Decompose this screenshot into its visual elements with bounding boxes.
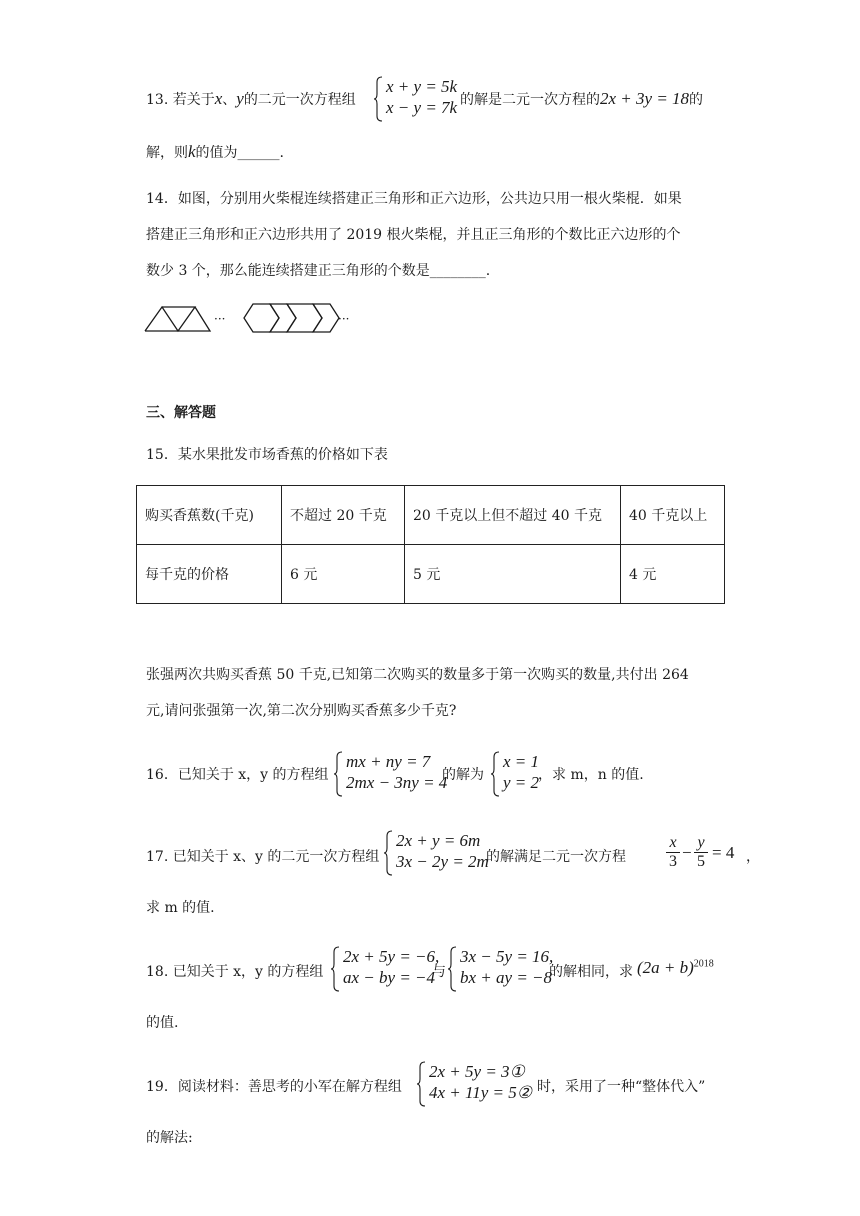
q17-comma: ， — [746, 849, 760, 865]
price-table — [136, 485, 725, 604]
q14-line1: 14．如图，分别用火柴棍连续搭建正三角形和正六边形，公共边只用一根火柴棍．如果 — [146, 191, 682, 207]
q14-dots-1: ··· — [214, 312, 226, 326]
brace-icon — [448, 946, 457, 992]
hexagon-icon — [244, 304, 339, 332]
q18-expr — [637, 958, 714, 978]
q18-system-a — [331, 946, 440, 992]
q13-var-y: y — [236, 89, 244, 108]
q17-fraction-x — [666, 834, 680, 871]
q16-post: ，求 m，n 的值. — [538, 767, 644, 783]
q17-minus: − — [682, 843, 692, 862]
q17-frac-y-den: 5 — [694, 852, 708, 871]
q17-frac-y-num: y — [697, 834, 705, 851]
q13-text-end: 的 — [689, 92, 704, 108]
q13-line1-tail — [460, 89, 703, 109]
table-row — [137, 545, 725, 604]
q13-line2-pre: 解，则 — [146, 145, 188, 161]
q18-eq1: 2x + 5y = −6, — [343, 947, 440, 966]
q18-line2: 的值. — [146, 1015, 179, 1031]
q17-pre: 17. 已知关于 x、y 的二元一次方程组 — [146, 849, 380, 865]
table-cell: 购买香蕉数(千克) — [137, 486, 282, 545]
q18-mid: 与 — [432, 964, 446, 980]
q15-intro: 15．某水果批发市场香蕉的价格如下表 — [146, 447, 388, 463]
q16-pre: 16．已知关于 x，y 的方程组 — [146, 767, 329, 783]
q17-fraction-y — [694, 834, 708, 871]
q19-equation-system — [417, 1061, 537, 1107]
brace-icon — [331, 946, 340, 992]
q13-line2-post: 的值为______. — [195, 145, 284, 161]
q17-frac-x-den: 3 — [666, 852, 680, 871]
q17-line2: 求 m 的值. — [146, 900, 215, 916]
table-cell: 6 元 — [282, 545, 405, 604]
q16-sol1: x = 1 — [503, 752, 540, 771]
q17-eq2: 3x − 2y = 2m — [396, 852, 489, 871]
q17-equation-system — [384, 830, 488, 876]
q16-solution-system — [491, 751, 541, 797]
q18-post: 的解相同，求 — [549, 964, 633, 980]
q13-line1 — [146, 89, 356, 109]
q13-var-x: x — [214, 89, 223, 108]
q16-sol2: y = 2 — [503, 773, 540, 792]
q18-eq4: bx + ay = −8 — [460, 968, 553, 987]
q17-frac-x-num: x — [669, 834, 677, 851]
q13-var-k: k — [188, 142, 196, 161]
brace-icon — [334, 751, 343, 797]
brace-icon — [491, 751, 500, 797]
table-cell: 不超过 20 千克 — [282, 486, 405, 545]
q18-expr-base: (2a + b) — [637, 958, 694, 977]
q14-line2: 搭建正三角形和正六边形共用了 2019 根火柴棍，并且正三角形的个数比正六边形的个 — [146, 227, 681, 243]
q17-mid: 的解满足二元一次方程 — [486, 849, 626, 865]
q13-equation-system — [374, 76, 470, 122]
q13-eq2: x − y = 7k — [386, 98, 458, 117]
q13-text-pre: 13. 若关于 — [146, 92, 215, 108]
q13-text-post: 的解是二元一次方程的 — [460, 92, 600, 108]
q18-pre: 18. 已知关于 x，y 的方程组 — [146, 964, 324, 980]
q13-eq3: 2x + 3y = 18 — [600, 89, 690, 108]
q17-rhs: = 4 — [712, 843, 735, 862]
q15-line2: 元,请问张强第一次,第二次分别购买香蕉多少千克? — [146, 703, 457, 719]
q14-figure — [140, 298, 360, 342]
q13-text-mid: 的二元一次方程组 — [243, 92, 356, 108]
triangle-icon — [145, 307, 210, 331]
q19-line2: 的解法: — [146, 1130, 193, 1146]
q19-eq2: 4x + 11y = 5② — [429, 1083, 533, 1102]
q19-pre: 19．阅读材料：善思考的小军在解方程组 — [146, 1079, 402, 1095]
brace-icon — [384, 830, 393, 876]
table-cell: 4 元 — [621, 545, 725, 604]
brace-icon — [417, 1061, 426, 1107]
section-heading-3: 三、解答题 — [146, 405, 216, 421]
q18-eq2: ax − by = −4 — [343, 968, 436, 987]
table-cell: 5 元 — [405, 545, 621, 604]
q17-eq1: 2x + y = 6m — [396, 831, 481, 850]
q13-eq1: x + y = 5k — [386, 77, 458, 96]
q14-line3: 数少 3 个，那么能连续搭建正三角形的个数是________. — [146, 263, 491, 279]
brace-icon — [374, 76, 383, 122]
q19-post: 时，采用了一种“整体代入” — [537, 1079, 706, 1095]
q18-system-b — [448, 946, 554, 992]
q13-line2 — [146, 142, 284, 162]
q14-dots-2: ··· — [338, 312, 350, 326]
q16-eq1: mx + ny = 7 — [346, 752, 431, 771]
q19-eq1: 2x + 5y = 3① — [429, 1062, 525, 1081]
q16-equation-system — [334, 751, 446, 797]
table-cell: 40 千克以上 — [621, 486, 725, 545]
table-cell: 每千克的价格 — [137, 545, 282, 604]
q15-line1: 张强两次共购买香蕉 50 千克,已知第二次购买的数量多于第一次购买的数量,共付出 264 — [146, 667, 689, 683]
table-row — [137, 486, 725, 545]
q16-mid: 的解为 — [442, 767, 484, 783]
table-cell: 20 千克以上但不超过 40 千克 — [405, 486, 621, 545]
q18-eq3: 3x − 5y = 16, — [460, 947, 554, 966]
q13-sep: 、 — [222, 92, 237, 108]
q16-eq2: 2mx − 3ny = 4 — [346, 773, 448, 792]
q18-expr-exp: 2018 — [693, 958, 714, 970]
